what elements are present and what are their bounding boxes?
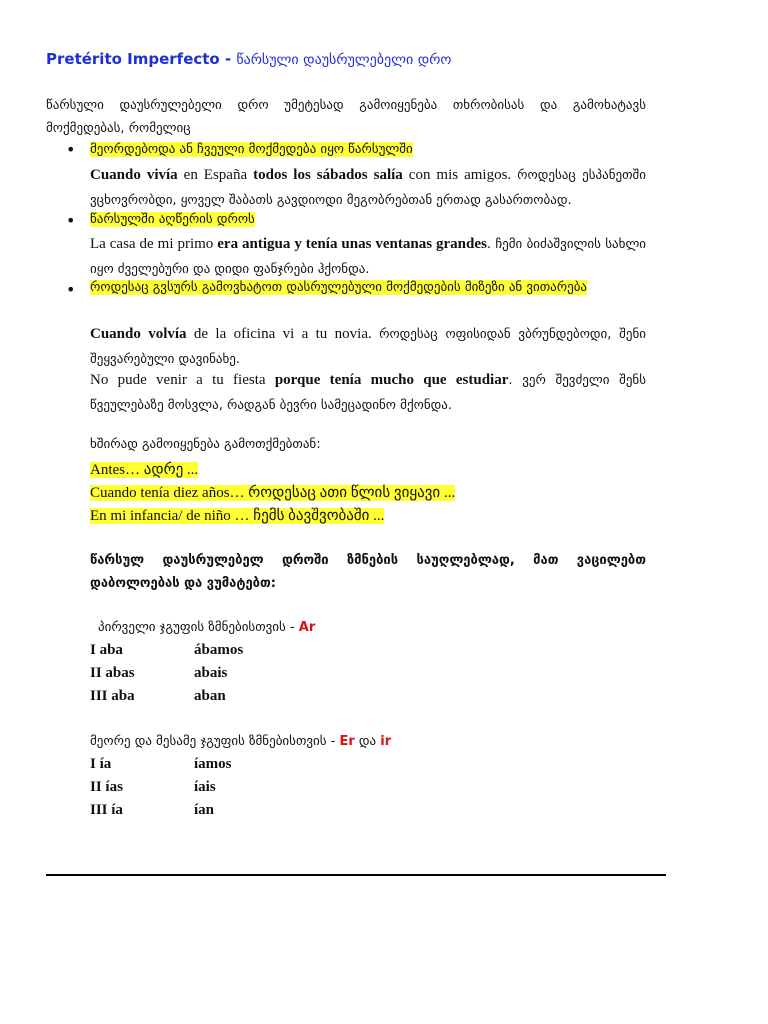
bullet-3-heading: როდესაც გვსურს გამოვხატოთ დასრულებული მოქმედების მიზეზი ან ვითარება: [90, 280, 588, 295]
group-2-cell: ían: [194, 802, 215, 818]
bullet-1-example: Cuando vivía en España todos los sábados salía con mis amigos. როდესაც ესპანეთში ვცხოვრობდი, ყოველ შაბათს გავდიოდი მეგობრებთან ერთად გასართობად.: [90, 167, 646, 208]
bullet-3-example-1: Cuando volvía de la oficina vi a tu novia. როდესაც ოფისიდან ვბრუნდებოდი, შენი შეყვარებული დავინახე.: [90, 326, 646, 367]
group-2-cell: I ía: [90, 756, 112, 772]
intro-paragraph: წარსული დაუსრულებელი დრო უმეტესად გამოიყენება თხრობისას და გამოხატავს მოქმედებას, რომელიც: [46, 98, 646, 136]
group-1-cell: II abas: [90, 665, 135, 681]
bullet-icon: [68, 218, 78, 228]
group-1-cell: III aba: [90, 688, 135, 704]
expressions-intro: ხშირად გამოიყენება გამოთქმებთან:: [90, 437, 321, 452]
group-2-cell: íamos: [194, 756, 232, 772]
bullet-2-heading: წარსულში აღწერის დროს: [90, 212, 255, 227]
title-separator: -: [219, 50, 237, 68]
group-1-cell: I aba: [90, 642, 123, 658]
bullet-3-example-2: No pude venir a tu fiesta porque tenía mucho que estudiar. ვერ შევძელი შენს წვეულებაზე მოსვლა, რადგან ბევრი სამეცადინო მქონდა.: [90, 372, 647, 413]
bullet-1-heading: მეორდებოდა ან ჩვეული მოქმედება იყო წარსულში: [90, 142, 413, 157]
bullet-icon: [68, 287, 78, 297]
footer-divider: [46, 874, 666, 876]
bullet-2-example: La casa de mi primo era antigua y tenía unas ventanas grandes. ჩემი ბიძაშვილის სახლი იყო ძველებური და დიდი ფანჯრები ჰქონდა.: [90, 236, 647, 277]
page-title: [46, 50, 451, 68]
expression-item: Cuando tenía diez años… როდესაც ათი წლის ვიყავი ...: [90, 485, 456, 501]
conjugation-intro: წარსულ დაუსრულებელ დროში ზმნების საუღლებლად, მათ ვაცილებთ დაბოლოებას და ვუმატებთ:: [90, 553, 646, 591]
group-1-cell: aban: [194, 688, 226, 704]
group-2-label: მეორე და მესამე ჯგუფის ზმნებისთვის - Er და ir: [90, 734, 392, 749]
group-2-cell: II ías: [90, 779, 123, 795]
group-1-label: პირველი ჯგუფის ზმნებისთვის - Ar: [98, 620, 316, 635]
title-spanish: Pretérito Imperfecto: [46, 50, 220, 68]
title-georgian: წარსული დაუსრულებელი დრო: [236, 52, 452, 68]
group-1-cell: abais: [194, 665, 228, 681]
expression-item: En mi infancia/ de niño … ჩემს ბავშვობაში ...: [90, 508, 385, 524]
bullet-icon: [68, 147, 78, 157]
group-2-cell: íais: [194, 779, 216, 795]
group-1-cell: ábamos: [194, 642, 244, 658]
group-2-cell: III ía: [90, 802, 123, 818]
expression-item: Antes… ადრე ...: [90, 462, 199, 478]
